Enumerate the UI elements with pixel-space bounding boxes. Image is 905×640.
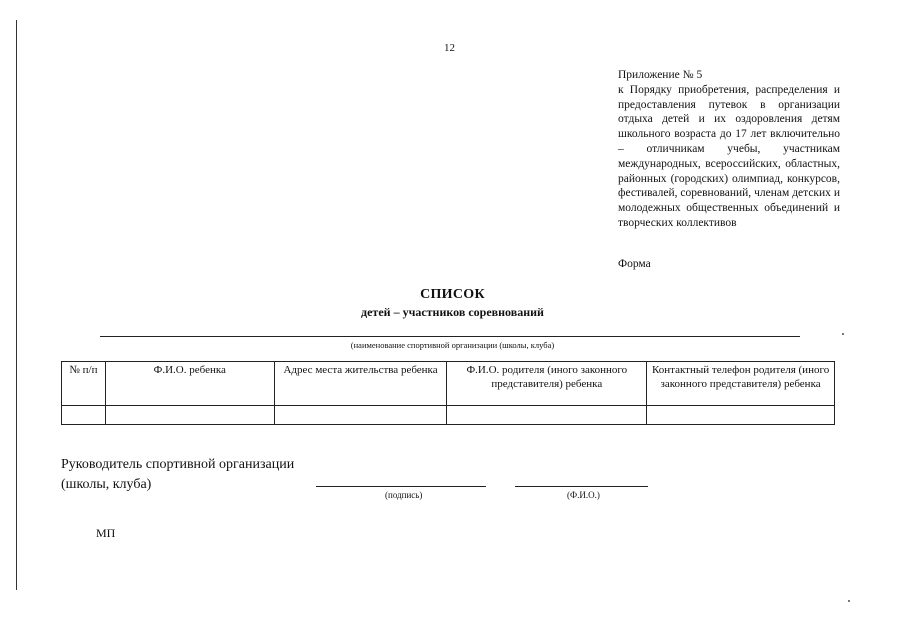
appendix-body: к Порядку приобретения, распределения и предоставления путевок в организации отдыха детей и их оздоровления детям школьного возраста до 17 лет включительно – отличникам учебы, участникам международных, всероссийских, областных, районных (городских) олимпиад, конкурсов, фестивалей, соревнований, членам детских и молодежных общественных объединений и творческих коллективов xyxy=(618,83,840,229)
full-name-line xyxy=(515,486,648,487)
signature-line xyxy=(316,486,486,487)
table-cell-child-name xyxy=(105,406,274,425)
column-header-child-name: Ф.И.О. ребенка xyxy=(105,362,274,406)
signature-caption: (подпись) xyxy=(385,490,423,500)
table-cell-number xyxy=(62,406,106,425)
table-row xyxy=(62,406,835,425)
appendix-title: Приложение № 5 xyxy=(618,69,703,81)
column-header-parent-name: Ф.И.О. родителя (иного законного представителя) ребенка xyxy=(447,362,647,406)
document-subtitle: детей – участников соревнований xyxy=(361,305,544,319)
organization-head-line-2: (школы, клуба) xyxy=(61,477,152,492)
form-label: Форма xyxy=(618,258,651,270)
organization-name-caption: (наименование спортивной организации (школы, клуба) xyxy=(350,340,555,350)
document-title: СПИСОК xyxy=(420,287,485,302)
table-cell-address xyxy=(274,406,447,425)
full-name-caption: (Ф.И.О.) xyxy=(567,490,600,500)
column-header-parent-phone: Контактный телефон родителя (иного законного представителя) ребенка xyxy=(647,362,835,406)
column-header-number: № п/п xyxy=(62,362,106,406)
seal-placeholder-label: МП xyxy=(96,526,116,540)
page-number: 12 xyxy=(444,42,455,54)
appendix-note xyxy=(618,68,840,231)
organization-name-line xyxy=(100,336,800,337)
organization-head-line-1: Руководитель спортивной организации xyxy=(61,457,295,472)
column-header-address: Адрес места жительства ребенка xyxy=(274,362,447,406)
table-cell-parent-phone xyxy=(647,406,835,425)
table-cell-parent-name xyxy=(447,406,647,425)
organization-head-label xyxy=(61,455,294,495)
children-list-table xyxy=(61,361,835,425)
scan-speck xyxy=(848,600,850,602)
table-header-row xyxy=(62,362,835,406)
scan-speck xyxy=(842,333,844,335)
